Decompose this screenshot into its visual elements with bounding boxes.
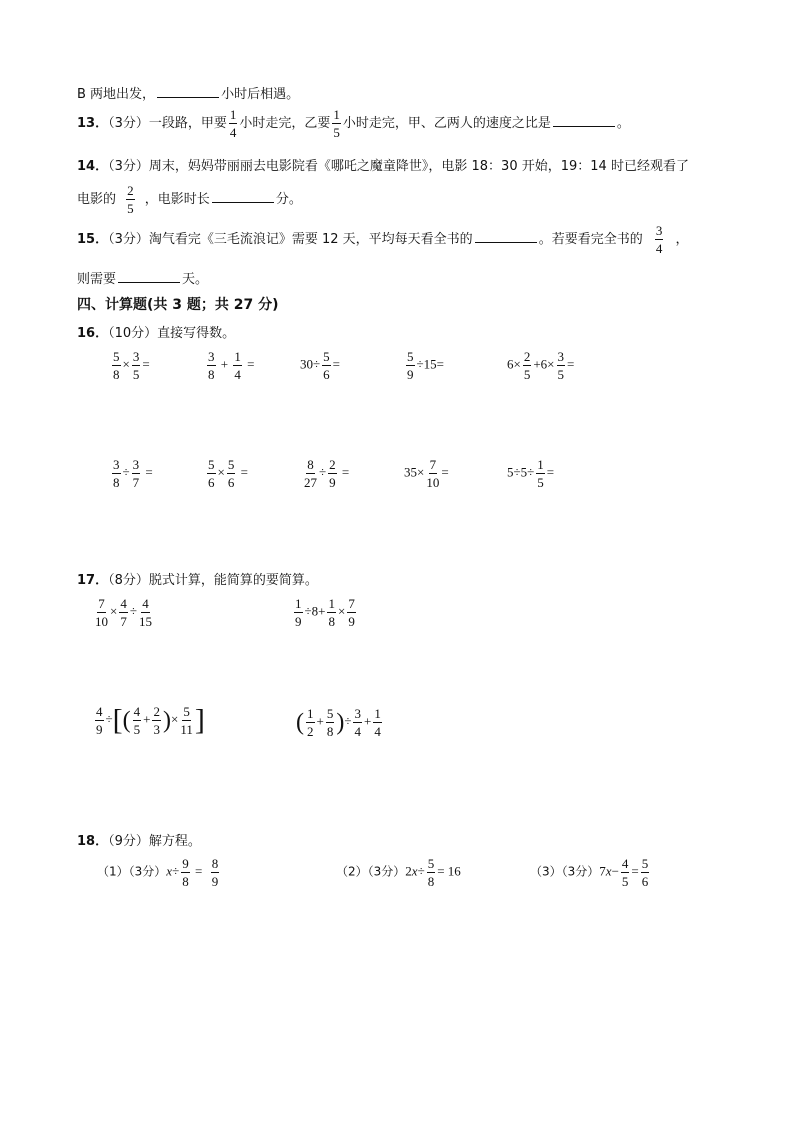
question-13: 13．（3分）一段路，甲要 $\frac{1}{4}$ 小时走完，乙要 $\frac{1}{5}$ 小时走完，甲、乙两人的速度之比是 。 [77, 107, 630, 140]
question-16: 16．（10分）直接写得数。 [77, 326, 236, 341]
calc-expr: $\frac{5}{8}$ × $\frac{3}{5}$ = [113, 349, 150, 382]
fraction: $\frac{1}{9}$ [295, 596, 302, 629]
fraction: $\frac{8}{9}$ [211, 856, 219, 889]
fraction: $\frac{5}{8}$ [326, 706, 334, 739]
answer-blank[interactable] [553, 114, 615, 127]
fraction: $\frac{3}{5}$ [132, 349, 140, 382]
fraction: $\frac{4}{15}$ [138, 596, 152, 629]
q12-tail: B 两地出发， 小时后相遇。 [77, 87, 300, 102]
fraction: $\frac{3}{8}$ [113, 457, 120, 490]
fraction: $\frac{1}{4}$ [229, 107, 237, 140]
equation: （3）（3分）7x− $\frac{4}{5}$ = $\frac{5}{6}$ [530, 856, 649, 889]
fraction: $\frac{1}{2}$ [307, 706, 314, 739]
calc-expr: 6× $\frac{2}{5}$ +6× $\frac{3}{5}$ = [507, 349, 575, 382]
question-18: 18．（9分）解方程。 [77, 834, 201, 849]
fraction: $\frac{1}{4}$ [234, 349, 241, 382]
question-14-line2: 电影的 $\frac{2}{5}$ ，电影时长 分。 [77, 183, 302, 216]
answer-blank[interactable] [475, 230, 537, 243]
fraction: $\frac{4}{7}$ [120, 596, 127, 629]
fraction: $\frac{3}{5}$ [557, 349, 565, 382]
fraction: $\frac{8}{27}$ [304, 457, 317, 490]
calc-expr: 35× $\frac{7}{10}$ = [404, 457, 449, 490]
fraction: $\frac{1}{4}$ [374, 706, 381, 739]
calc-expr: $\frac{4}{9}$ ÷[( $\frac{4}{5}$ + $\frac{2}{3}$ )× $\frac{5}{11}$ ] [96, 703, 205, 737]
fraction: $\frac{5}{6}$ [227, 457, 235, 490]
calc-expr: 30÷ $\frac{5}{6}$ = [300, 349, 340, 382]
fraction: $\frac{1}{5}$ [537, 457, 544, 490]
fraction: $\frac{2}{9}$ [329, 457, 336, 490]
calc-expr: $\frac{8}{27}$ ÷ $\frac{2}{9}$ = [304, 457, 350, 490]
fraction: $\frac{3}{4}$ [655, 223, 663, 256]
fraction: $\frac{3}{7}$ [132, 457, 140, 490]
equation: （2）（3分）2x÷ $\frac{5}{8}$ = 16 [336, 856, 461, 889]
question-14: 14．（3分）周末，妈妈带丽丽去电影院看《哪吒之魔童降世》，电影 18：30 开始，19：14 时已经观看了 [77, 159, 689, 174]
fraction: $\frac{5}{6}$ [323, 349, 330, 382]
calc-expr: $\frac{5}{9}$ ÷15= [407, 349, 444, 382]
fraction: $\frac{7}{9}$ [348, 596, 355, 629]
question-15-line2: 则需要 天。 [77, 272, 209, 287]
calc-expr: $\frac{3}{8}$ ÷ $\frac{3}{7}$ = [113, 457, 153, 490]
fraction: $\frac{5}{9}$ [407, 349, 414, 382]
fraction: $\frac{3}{8}$ [208, 349, 215, 382]
fraction: $\frac{5}{6}$ [641, 856, 649, 889]
calc-expr: $\frac{3}{8}$ + $\frac{1}{4}$ = [208, 349, 255, 382]
fraction: $\frac{2}{5}$ [523, 349, 531, 382]
fraction: $\frac{7}{10}$ [426, 457, 440, 490]
calc-expr: 5÷5÷ $\frac{1}{5}$ = [507, 457, 555, 490]
calc-expr: $\frac{5}{6}$ × $\frac{5}{6}$ = [208, 457, 248, 490]
fraction: $\frac{1}{5}$ [333, 107, 340, 140]
fraction: $\frac{5}{8}$ [427, 856, 435, 889]
question-17: 17．（8分）脱式计算，能简算的要简算。 [77, 573, 318, 588]
fraction: $\frac{7}{10}$ [95, 596, 108, 629]
answer-blank[interactable] [212, 190, 274, 203]
calc-expr: ( $\frac{1}{2}$ + $\frac{5}{8}$ )÷ $\frac{3}{4}$ + $\frac{1}{4}$ [296, 706, 381, 739]
fraction: $\frac{5}{6}$ [208, 457, 215, 490]
fraction: $\frac{5}{11}$ [180, 704, 193, 737]
section-heading: 四、计算题(共 3 题；共 27 分) [77, 297, 279, 313]
fraction: $\frac{2}{3}$ [153, 704, 160, 737]
calc-expr: $\frac{7}{10}$ × $\frac{4}{7}$ ÷ $\frac{4}{15}$ [95, 596, 152, 629]
answer-blank[interactable] [118, 270, 180, 283]
equation: （1）（3分）x÷ $\frac{9}{8}$ = $\frac{8}{9}$ [97, 856, 219, 889]
fraction: $\frac{5}{8}$ [113, 349, 120, 382]
fraction: $\frac{9}{8}$ [182, 856, 189, 889]
calc-expr: $\frac{1}{9}$ ÷8+ $\frac{1}{8}$ × $\frac{7}{9}$ [295, 596, 355, 629]
fraction: $\frac{1}{8}$ [328, 596, 335, 629]
answer-blank[interactable] [157, 85, 219, 98]
fraction: $\frac{3}{4}$ [354, 706, 361, 739]
fraction: $\frac{4}{5}$ [621, 856, 629, 889]
fraction: $\frac{4}{9}$ [96, 704, 103, 737]
question-15: 15．（3分）淘气看完《三毛流浪记》需要 12 天，平均每天看全书的 。若要看完全书的 $\frac{3}{4}$ ， [77, 223, 689, 256]
fraction: $\frac{4}{5}$ [133, 704, 141, 737]
fraction: $\frac{2}{5}$ [127, 183, 134, 216]
